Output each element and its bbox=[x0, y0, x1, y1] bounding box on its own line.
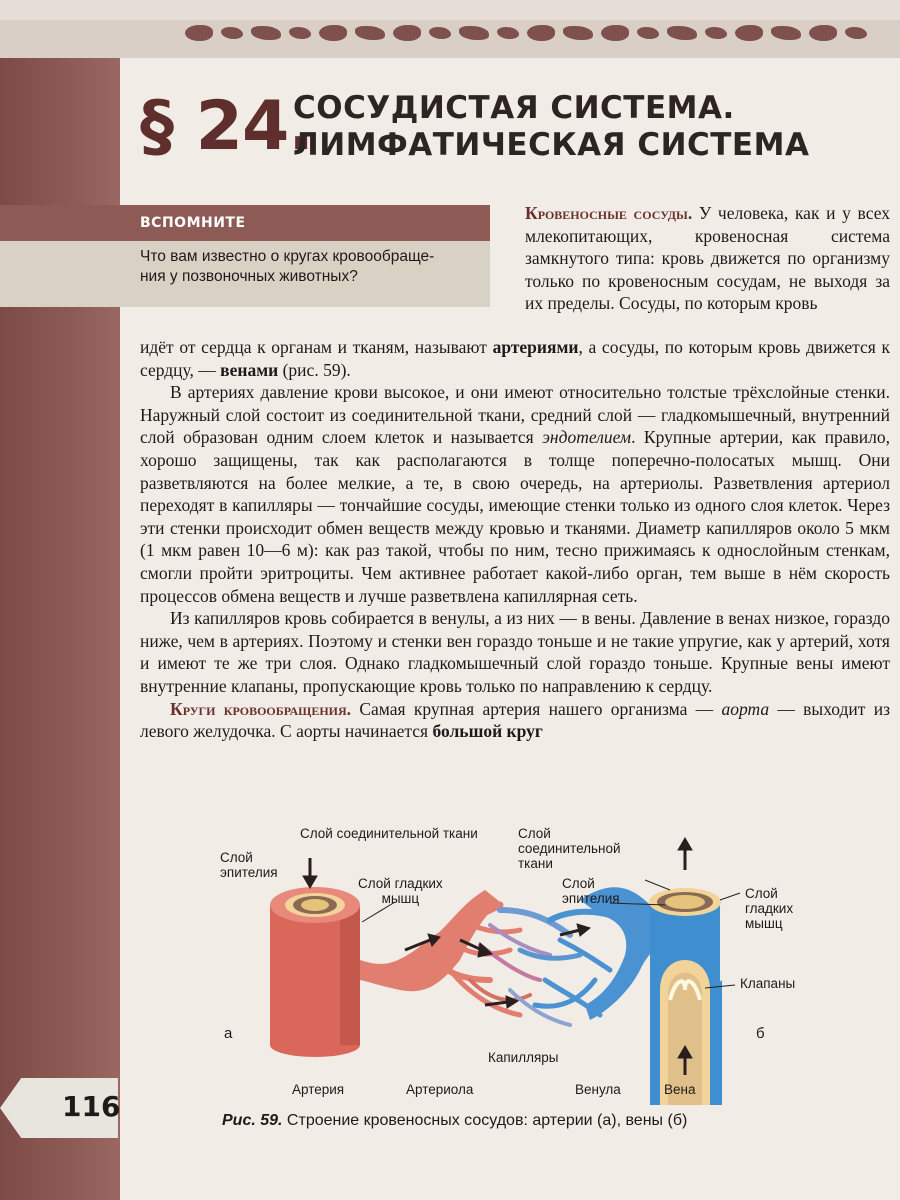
label-arteriole: Артериола bbox=[406, 1082, 474, 1097]
label-line: Слой гладких bbox=[358, 876, 443, 891]
recall-question bbox=[0, 241, 490, 307]
label-line: мышц bbox=[381, 891, 420, 906]
animal-silhouette bbox=[355, 26, 385, 40]
label-epithelium-artery bbox=[220, 850, 278, 880]
term-systemic-circulation: большой круг bbox=[432, 721, 543, 742]
animal-silhouette bbox=[637, 27, 659, 39]
animal-silhouette bbox=[497, 27, 519, 39]
text-run: В артериях давление крови высокое, и они имеют относительно толстые трёхслойные стенки. Наружный слой состоит из соединительной ткани, средний слой — гладкомышечный, внутренний слой образован одним слоем клеток и называется bbox=[140, 382, 890, 448]
label-b: б bbox=[756, 1025, 765, 1042]
paragraph-4 bbox=[140, 698, 890, 743]
recall-question-line1: Что вам известно о кругах кровообраще- bbox=[140, 248, 435, 265]
caption-text: Строение кровеносных сосудов: артерии (а), вены (б) bbox=[282, 1112, 688, 1129]
text-run: (рис. 59). bbox=[278, 359, 351, 380]
animal-silhouette bbox=[809, 25, 837, 41]
animal-silhouette bbox=[527, 25, 555, 41]
label-epithelium-vein bbox=[562, 876, 620, 906]
top-decor-band bbox=[0, 0, 900, 58]
text-run: Самая крупная артерия нашего организма — bbox=[351, 698, 722, 719]
label-line: ткани bbox=[518, 856, 553, 871]
artery-tube bbox=[270, 887, 360, 1057]
recall-box bbox=[0, 205, 490, 307]
paragraph-1-top bbox=[525, 202, 890, 315]
label-line: Слой bbox=[562, 876, 595, 891]
label-line: соединительной bbox=[518, 841, 621, 856]
animal-silhouette bbox=[429, 27, 451, 39]
section-lead-vessels: Кровеносные сосуды. bbox=[525, 203, 693, 223]
label-vein: Вена bbox=[664, 1082, 696, 1097]
text-run: идёт от сердца к органам и тканям, называют bbox=[140, 337, 493, 357]
chapter-heading bbox=[140, 84, 880, 170]
recall-question-line2: ния у позвоночных животных? bbox=[140, 268, 358, 285]
page-number: 116 bbox=[62, 1090, 121, 1123]
label-line: Слой bbox=[745, 886, 778, 901]
paragraph-2 bbox=[140, 381, 890, 607]
term-endothelium: эндотелием bbox=[542, 427, 632, 448]
animal-silhouette bbox=[563, 26, 593, 40]
label-line: эпителия bbox=[562, 891, 620, 906]
label-line: эпителия bbox=[220, 865, 278, 880]
label-line: мышц bbox=[745, 916, 783, 931]
text-run: У человека, как и у всех млекопитающих, кровеносная система замкнутого типа: кровь движется по организму только по кровеносным сосудам, не выходя за их пределы. Сосуды, по которым кровь bbox=[525, 203, 890, 314]
capillary-network bbox=[410, 905, 610, 1025]
figure-caption bbox=[222, 1112, 687, 1130]
animal-silhouette bbox=[251, 26, 281, 40]
chapter-title bbox=[293, 90, 809, 164]
chapter-title-line2: ЛИМФАТИЧЕСКАЯ СИСТЕМА bbox=[293, 127, 810, 163]
recall-heading: ВСПОМНИТЕ bbox=[0, 205, 490, 241]
animal-silhouette-strip bbox=[185, 18, 895, 48]
animal-silhouette bbox=[459, 26, 489, 40]
animal-silhouette bbox=[221, 27, 243, 39]
left-margin-band bbox=[0, 0, 120, 1200]
text-run: — выходит из левого желудочка. С аорты начинается bbox=[140, 698, 891, 742]
chapter-title-line1: СОСУДИСТАЯ СИСТЕМА. bbox=[293, 90, 735, 126]
label-line: Слой bbox=[518, 826, 551, 841]
label-capillaries: Капилляры bbox=[488, 1050, 559, 1065]
paragraph-3: Из капилляров кровь собирается в венулы, а из них — в вены. Давление в венах низкое, гораздо ниже, чем в артериях. Поэтому и стенки вен гораздо тоньше и не такие упругие, как у артерий, хотя и имеют те же три слоя. Однако гладкомышечный слой гораздо тоньше. Крупные вены имеют внутренние клапаны, пропускающие кровь только по направлению к сердцу. bbox=[140, 608, 890, 696]
animal-silhouette bbox=[601, 25, 629, 41]
animal-silhouette bbox=[289, 27, 311, 39]
section-lead-circulation: Круги кровообращения. bbox=[170, 698, 352, 719]
caption-lead: Рис. 59. bbox=[222, 1112, 283, 1129]
animal-silhouette bbox=[319, 25, 347, 41]
animal-silhouette bbox=[845, 27, 867, 39]
text-run: , а сосуды, по которым кровь движется к сердцу, — bbox=[140, 337, 890, 380]
label-connective-tissue-artery: Слой соединительной ткани bbox=[300, 826, 478, 841]
label-line: гладких bbox=[745, 901, 794, 916]
animal-silhouette bbox=[771, 26, 801, 40]
term-aorta: аорта bbox=[721, 698, 770, 719]
term-veins: венами bbox=[220, 359, 279, 380]
animal-silhouette bbox=[735, 25, 763, 41]
animal-silhouette bbox=[705, 27, 727, 39]
label-venule: Венула bbox=[575, 1082, 621, 1097]
paragraph-number: § 24. bbox=[140, 87, 314, 166]
label-a: а bbox=[224, 1025, 233, 1042]
label-valves: Клапаны bbox=[740, 976, 796, 991]
animal-silhouette bbox=[667, 26, 697, 40]
text-run: . Крупные артерии, как правило, хорошо защищены, так как располагаются в толще поперечно-полосатых мышц. Они разветвляются на более мелкие, а те, в свою очередь, на артериолы. Разветвления артериол переходят в капилляры — тончайшие сосуды, имеющие стенки только из одного слоя клеток. Через эти стенки происходит обмен веществ между кровью и тканями. Диаметр капилляров около 5 мкм (1 мкм равен 10—6 м): как раз такой, чтобы по ним, тесно прижимаясь к однослойным стенкам, смогли пройти эритроциты. Чем активнее работает какой-либо орган, тем выше в нём скорость процессов обмена веществ и лучше разветвлена капиллярная сеть. bbox=[140, 427, 890, 606]
animal-silhouette bbox=[185, 25, 213, 41]
label-connective-tissue-vein bbox=[518, 826, 621, 871]
term-arteries: артериями bbox=[492, 337, 579, 357]
label-smooth-muscle-artery bbox=[358, 876, 443, 906]
label-line: Слой bbox=[220, 850, 253, 865]
main-text bbox=[140, 336, 890, 743]
animal-silhouette bbox=[393, 25, 421, 41]
figure-59 bbox=[140, 810, 890, 1110]
label-smooth-muscle-vein bbox=[745, 886, 793, 931]
label-artery: Артерия bbox=[292, 1082, 345, 1097]
paragraph-1-bottom bbox=[140, 336, 890, 381]
